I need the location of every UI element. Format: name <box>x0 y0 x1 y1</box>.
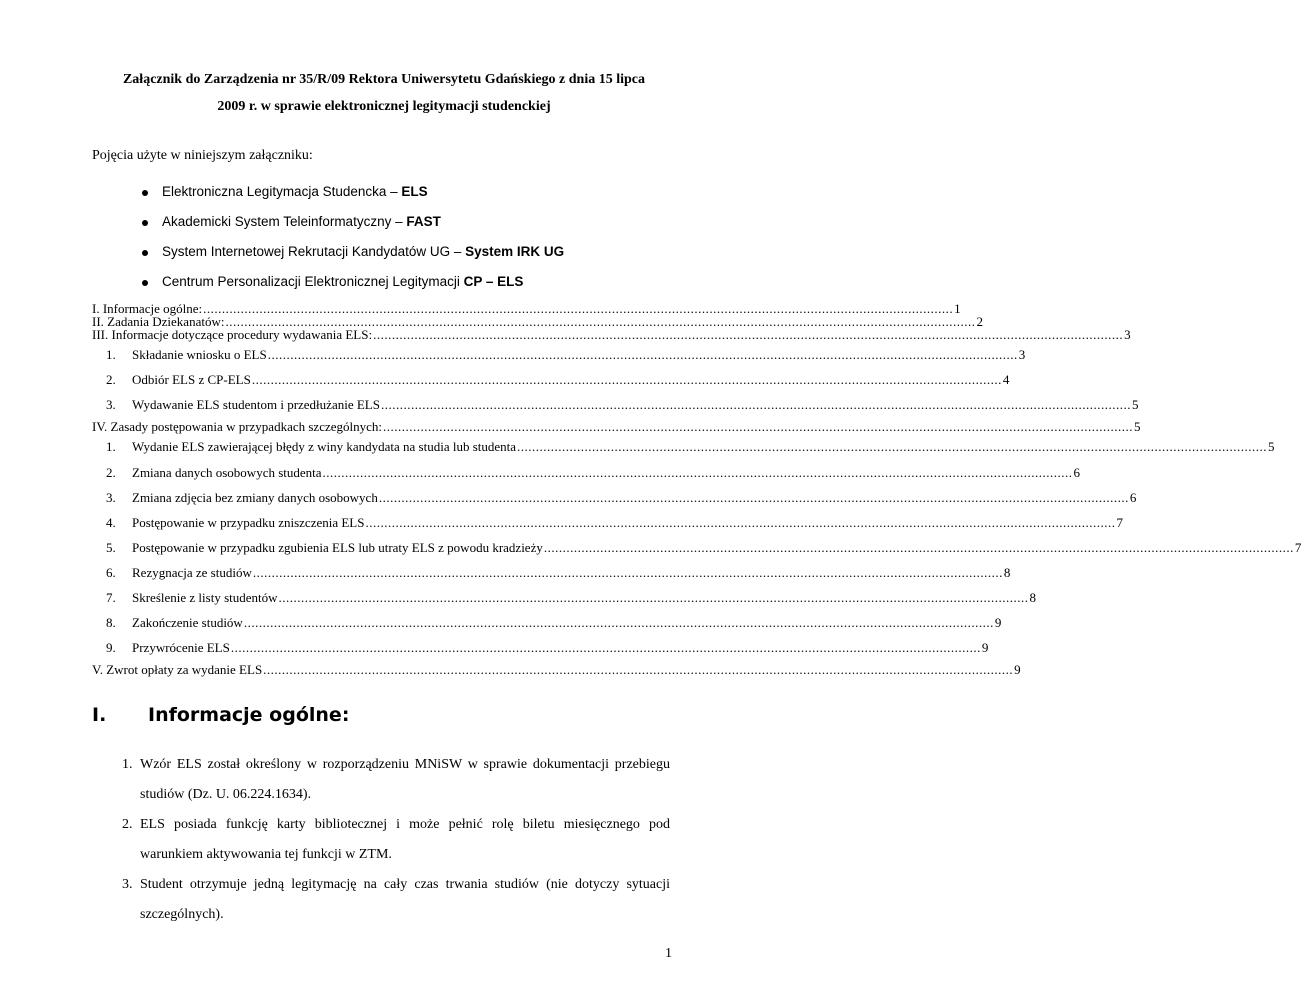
toc-entry-page: 9 <box>994 615 1002 630</box>
toc-entry-label: Wydanie ELS zawierającej błędy z winy kandydata na studia lub studenta <box>132 439 517 454</box>
toc-entry-page: 9 <box>981 640 989 655</box>
toc-entry[interactable] <box>106 590 1037 608</box>
toc-entry-label: Przywrócenie ELS <box>132 640 230 655</box>
document-title <box>78 66 690 120</box>
toc-entry[interactable] <box>106 615 1002 633</box>
toc-entry-label: Postępowanie w przypadku zniszczenia ELS <box>132 515 365 530</box>
toc-entry[interactable] <box>106 347 1026 365</box>
item-number: 3. <box>122 877 133 892</box>
toc-entry-page: 9 <box>1014 662 1021 677</box>
toc-dot-leader: ........................................................................................................................................................................................................ <box>380 397 1131 412</box>
toc-entry-page: 1 <box>954 301 961 316</box>
toc-entry[interactable] <box>92 419 1141 437</box>
toc-entry[interactable] <box>106 565 1011 583</box>
toc-entry-page: 5 <box>1134 419 1141 434</box>
section-number: I. <box>92 704 107 726</box>
toc-entry[interactable] <box>92 327 1131 345</box>
toc-entry-number: 5. <box>106 540 116 555</box>
toc-dot-leader: ........................................................................................................................................................................................................ <box>267 347 1018 362</box>
definition-text: System Internetowej Rekrutacji Kandydatów UG – <box>162 244 466 259</box>
bullet-icon <box>142 280 148 286</box>
toc-dot-leader: ........................................................................................................................................................................................................ <box>243 615 994 630</box>
toc-entry-page: 6 <box>1129 490 1137 505</box>
item-text: ELS posiada funkcję karty bibliotecznej i może pełnić rolę biletu miesięcznego pod warunkiem aktywowania tej funkcji w ZTM. <box>140 817 670 862</box>
item-text: Wzór ELS został określony w rozporządzeniu MNiSW w sprawie dokumentacji przebiegu studiów (Dz. U. 06.224.1634). <box>140 757 670 802</box>
section-items <box>122 750 670 930</box>
section-item <box>122 870 670 930</box>
toc-entry-label: Skreślenie z listy studentów <box>132 590 278 605</box>
toc-entry-number: 9. <box>106 640 116 655</box>
toc-dot-leader: ........................................................................................................................................................................................................ <box>378 490 1129 505</box>
section-title: Informacje ogólne: <box>148 704 350 726</box>
toc-entry-label: I. Informacje ogólne: <box>92 301 203 316</box>
toc-dot-leader: ........................................................................................................................................................................................................ <box>252 565 1003 580</box>
definition-abbr: CP – ELS <box>463 274 524 289</box>
section-item <box>122 750 670 810</box>
toc-entry[interactable] <box>106 640 989 658</box>
bullet-icon <box>142 220 148 226</box>
toc-entry-label: III. Informacje dotyczące procedury wydawania ELS: <box>92 327 373 342</box>
toc-entry-label: Zmiana zdjęcia bez zmiany danych osobowych <box>132 490 378 505</box>
toc-entry[interactable] <box>106 372 1010 390</box>
title-line-2: 2009 r. w sprawie elektronicznej legitymacji studenckiej <box>217 99 551 114</box>
toc-dot-leader: ........................................................................................................................................................................................................ <box>230 640 981 655</box>
toc-dot-leader: ........................................................................................................................................................................................................ <box>383 419 1133 434</box>
bullet-icon <box>142 190 148 196</box>
toc-entry[interactable] <box>92 662 1021 680</box>
item-text: Student otrzymuje jedną legitymację na cały czas trwania studiów (nie dotyczy sytuacji szczególnych). <box>140 877 670 922</box>
definition-text: Akademicki System Teleinformatyczny – <box>162 214 407 229</box>
definition-abbr: ELS <box>401 184 428 199</box>
toc-entry-number: 3. <box>106 490 116 505</box>
toc-entry[interactable] <box>106 439 1275 457</box>
toc-entry-number: 2. <box>106 372 116 387</box>
definitions-intro: Pojęcia użyte w niniejszym załączniku: <box>92 148 313 163</box>
bullet-icon <box>142 250 148 256</box>
definition-abbr: FAST <box>406 214 441 229</box>
toc-entry-label: Zmiana danych osobowych studenta <box>132 465 322 480</box>
toc-dot-leader: ........................................................................................................................................................................................................ <box>263 662 1014 677</box>
toc-entry-page: 6 <box>1073 465 1081 480</box>
toc-entry-page: 3 <box>1124 327 1131 342</box>
toc-dot-leader: ........................................................................................................................................................................................................ <box>365 515 1116 530</box>
toc-entry-label: Zakończenie studiów <box>132 615 243 630</box>
definition-text: Centrum Personalizacji Elektronicznej Legitymacji <box>162 274 464 289</box>
definition-abbr: System IRK UG <box>465 244 565 259</box>
toc-entry[interactable] <box>106 397 1139 415</box>
toc-entry-label: Odbiór ELS z CP-ELS <box>132 372 251 387</box>
toc-entry-number: 1. <box>106 439 116 454</box>
toc-dot-leader: ........................................................................................................................................................................................................ <box>251 372 1002 387</box>
toc-entry-number: 2. <box>106 465 116 480</box>
definition-text: Elektroniczna Legitymacja Studencka – <box>162 184 402 199</box>
toc-entry-page: 5 <box>1131 397 1139 412</box>
section-item <box>122 810 670 870</box>
title-line-1: Załącznik do Zarządzenia nr 35/R/09 Rektora Uniwersytetu Gdańskiego z dnia 15 lipca <box>122 72 646 87</box>
toc-entry-number: 4. <box>106 515 116 530</box>
toc-entry-label: Składanie wniosku o ELS <box>132 347 267 362</box>
toc-dot-leader: ........................................................................................................................................................................................................ <box>203 301 954 316</box>
toc-entry[interactable] <box>106 540 1301 558</box>
toc-dot-leader: ........................................................................................................................................................................................................ <box>517 439 1268 454</box>
toc-entry-page: 8 <box>1003 565 1011 580</box>
toc-dot-leader: ........................................................................................................................................................................................................ <box>373 327 1124 342</box>
toc-entry-label: Rezygnacja ze studiów <box>132 565 252 580</box>
toc-entry-label: V. Zwrot opłaty za wydanie ELS <box>92 662 263 677</box>
toc-dot-leader: ........................................................................................................................................................................................................ <box>543 540 1294 555</box>
toc-dot-leader: ........................................................................................................................................................................................................ <box>322 465 1073 480</box>
toc-dot-leader: ........................................................................................................................................................................................................ <box>225 314 976 329</box>
toc-entry-label: II. Zadania Dziekanatów: <box>92 314 225 329</box>
toc-entry-number: 8. <box>106 615 116 630</box>
item-number: 2. <box>122 817 133 832</box>
page-number: 1 <box>665 946 672 961</box>
toc-entry[interactable] <box>106 515 1123 533</box>
toc-entry-number: 3. <box>106 397 116 412</box>
toc-entry-number: 1. <box>106 347 116 362</box>
toc-entry[interactable] <box>106 465 1081 483</box>
toc-entry-label: Postępowanie w przypadku zgubienia ELS lub utraty ELS z powodu kradzieży <box>132 540 543 555</box>
item-number: 1. <box>122 757 133 772</box>
toc-entry-page: 8 <box>1029 590 1037 605</box>
toc-entry-number: 7. <box>106 590 116 605</box>
toc-entry-page: 3 <box>1018 347 1026 362</box>
toc-entry-page: 7 <box>1294 540 1301 555</box>
toc-entry-label: IV. Zasady postępowania w przypadkach szczególnych: <box>92 419 382 434</box>
toc-entry-page: 7 <box>1116 515 1123 530</box>
toc-entry[interactable] <box>106 490 1137 508</box>
toc-entry-label: Wydawanie ELS studentom i przedłużanie ELS <box>132 397 380 412</box>
toc-entry-number: 6. <box>106 565 116 580</box>
toc-dot-leader: ........................................................................................................................................................................................................ <box>278 590 1029 605</box>
toc-entry-page: 4 <box>1002 372 1010 387</box>
toc-entry-page: 5 <box>1268 439 1275 454</box>
toc-entry-page: 2 <box>976 314 983 329</box>
